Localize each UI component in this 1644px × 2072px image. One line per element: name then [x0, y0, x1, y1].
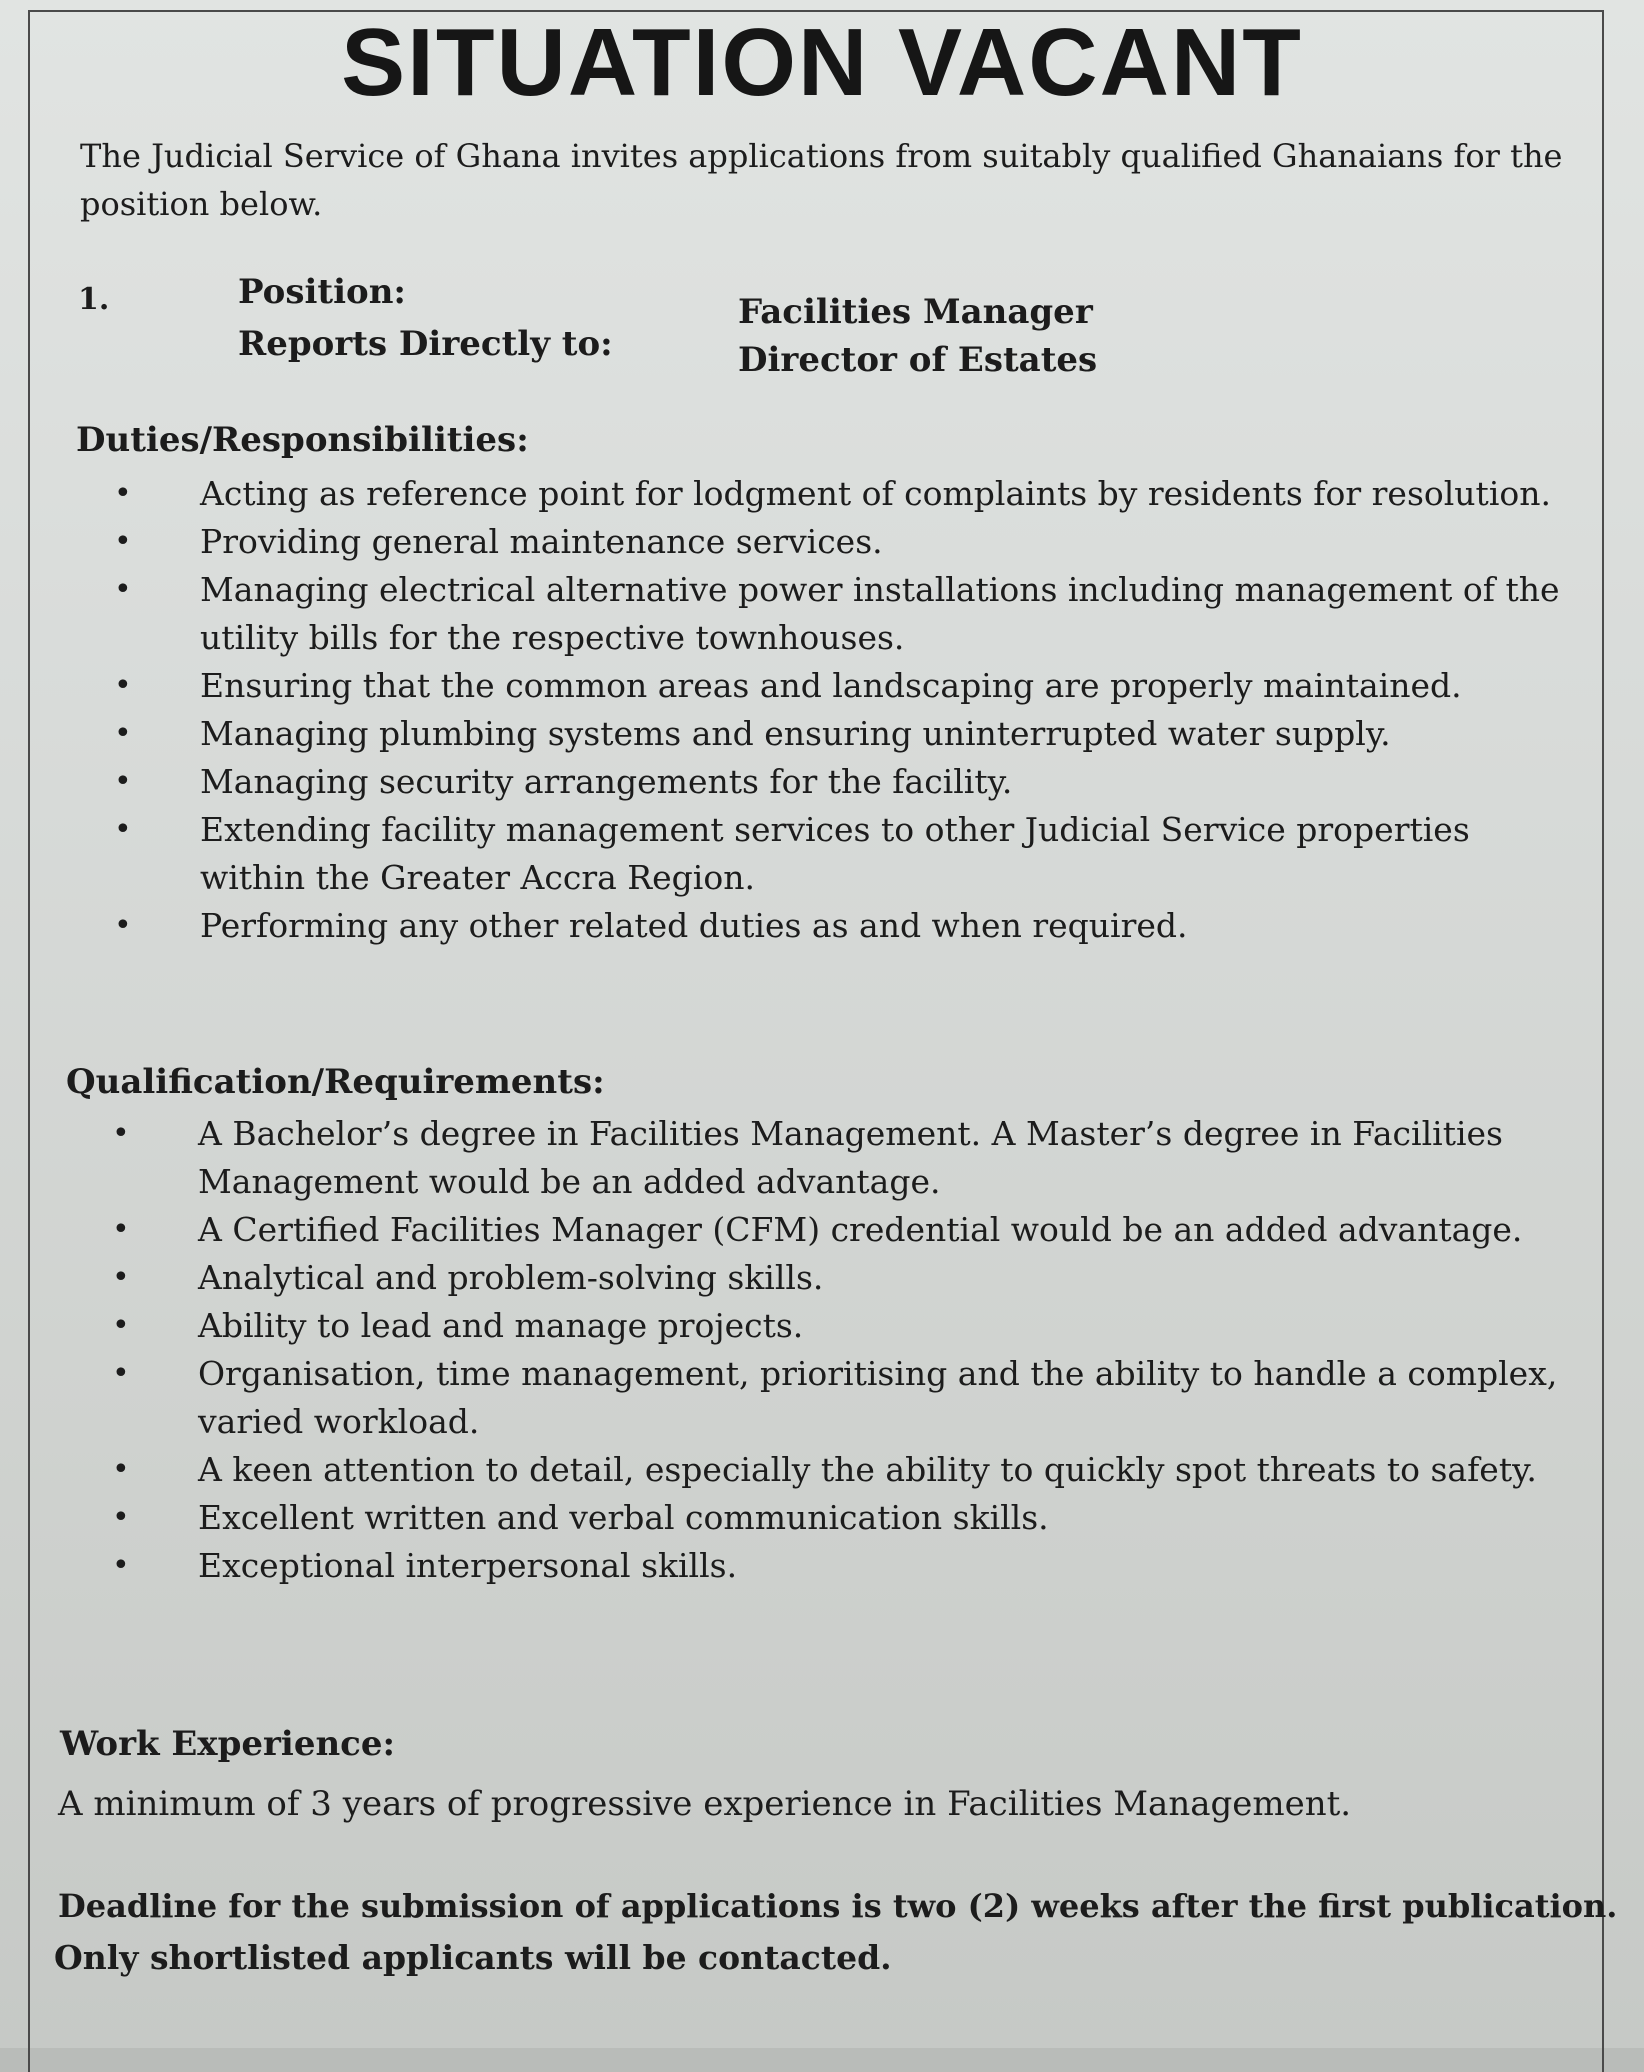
deadline-text: Deadline for the submission of applications is two (2) weeks after the first publication. [58, 1887, 1618, 1925]
duty-text: Ensuring that the common areas and landscaping are properly maintained. [200, 666, 1462, 705]
list-item [114, 518, 1575, 566]
duty-text: Performing any other related duties as and when required. [200, 906, 1188, 945]
qualification-text: Excellent written and verbal communication skills. [198, 1498, 1049, 1537]
bullet-icon: • [114, 764, 132, 799]
work-experience-text: A minimum of 3 years of progressive experience in Facilities Management. [58, 1784, 1352, 1824]
list-item [114, 470, 1575, 518]
list-item [112, 1446, 1618, 1494]
shortlist-note: Only shortlisted applicants will be contacted. [54, 1938, 892, 1977]
position-value: Facilities Manager [738, 292, 1093, 332]
bullet-icon: • [114, 908, 132, 943]
qualifications-list [112, 1110, 1618, 1590]
bullet-icon: • [112, 1452, 130, 1487]
reports-value: Director of Estates [738, 340, 1098, 380]
list-item [112, 1350, 1618, 1446]
list-item [114, 902, 1575, 950]
bullet-icon: • [112, 1308, 130, 1343]
bullet-icon: • [114, 572, 132, 607]
list-item [114, 758, 1575, 806]
list-item [112, 1302, 1618, 1350]
qualification-text: Ability to lead and manage projects. [198, 1306, 804, 1345]
qualification-text: A keen attention to detail, especially the ability to quickly spot threats to safety. [198, 1450, 1537, 1489]
qualification-text: A Certified Facilities Manager (CFM) credential would be an added advantage. [198, 1210, 1523, 1249]
list-item [114, 806, 1575, 902]
reports-label: Reports Directly to: [238, 324, 613, 364]
duty-text: Managing security arrangements for the facility. [200, 762, 1013, 801]
bullet-icon: • [114, 716, 132, 751]
qualification-text: Exceptional interpersonal skills. [198, 1546, 738, 1585]
bullet-icon: • [114, 524, 132, 559]
qualification-text: Analytical and problem-solving skills. [198, 1258, 824, 1297]
list-item [112, 1542, 1618, 1590]
list-item [112, 1206, 1618, 1254]
duty-text: Managing electrical alternative power installations including management of the utility bills for the respective townhouses. [200, 570, 1560, 657]
position-label: Position: [238, 272, 406, 312]
bullet-icon: • [112, 1500, 130, 1535]
position-number: 1. [78, 282, 110, 317]
bullet-icon: • [114, 668, 132, 703]
intro-text: The Judicial Service of Ghana invites applications from suitably qualified Ghanaians for the position below. [80, 137, 1563, 223]
qualifications-heading: Qualification/Requirements: [66, 1062, 605, 1102]
duty-text: Managing plumbing systems and ensuring uninterrupted water supply. [200, 714, 1391, 753]
list-item [114, 566, 1575, 662]
duty-text: Providing general maintenance services. [200, 522, 883, 561]
list-item [112, 1254, 1618, 1302]
duties-list [114, 470, 1575, 950]
list-item [114, 710, 1575, 758]
page-title: SITUATION VACANT [341, 9, 1303, 116]
qualification-text: Organisation, time management, prioritising and the ability to handle a complex, varied workload. [198, 1354, 1558, 1441]
list-item [112, 1110, 1618, 1206]
qualification-text: A Bachelor’s degree in Facilities Management. A Master’s degree in Facilities Management would be an added advantage. [198, 1114, 1503, 1201]
bullet-icon: • [112, 1356, 130, 1391]
bullet-icon: • [112, 1212, 130, 1247]
list-item [112, 1494, 1618, 1542]
work-experience-heading: Work Experience: [60, 1724, 396, 1764]
bullet-icon: • [112, 1260, 130, 1295]
bullet-icon: • [114, 812, 132, 847]
list-item [114, 662, 1575, 710]
bullet-icon: • [114, 476, 132, 511]
duty-text: Extending facility management services to other Judicial Service properties within the Greater Accra Region. [200, 810, 1470, 897]
bullet-icon: • [112, 1548, 130, 1583]
duties-heading: Duties/Responsibilities: [76, 420, 529, 460]
duty-text: Acting as reference point for lodgment of complaints by residents for resolution. [200, 474, 1551, 513]
bullet-icon: • [112, 1116, 130, 1151]
